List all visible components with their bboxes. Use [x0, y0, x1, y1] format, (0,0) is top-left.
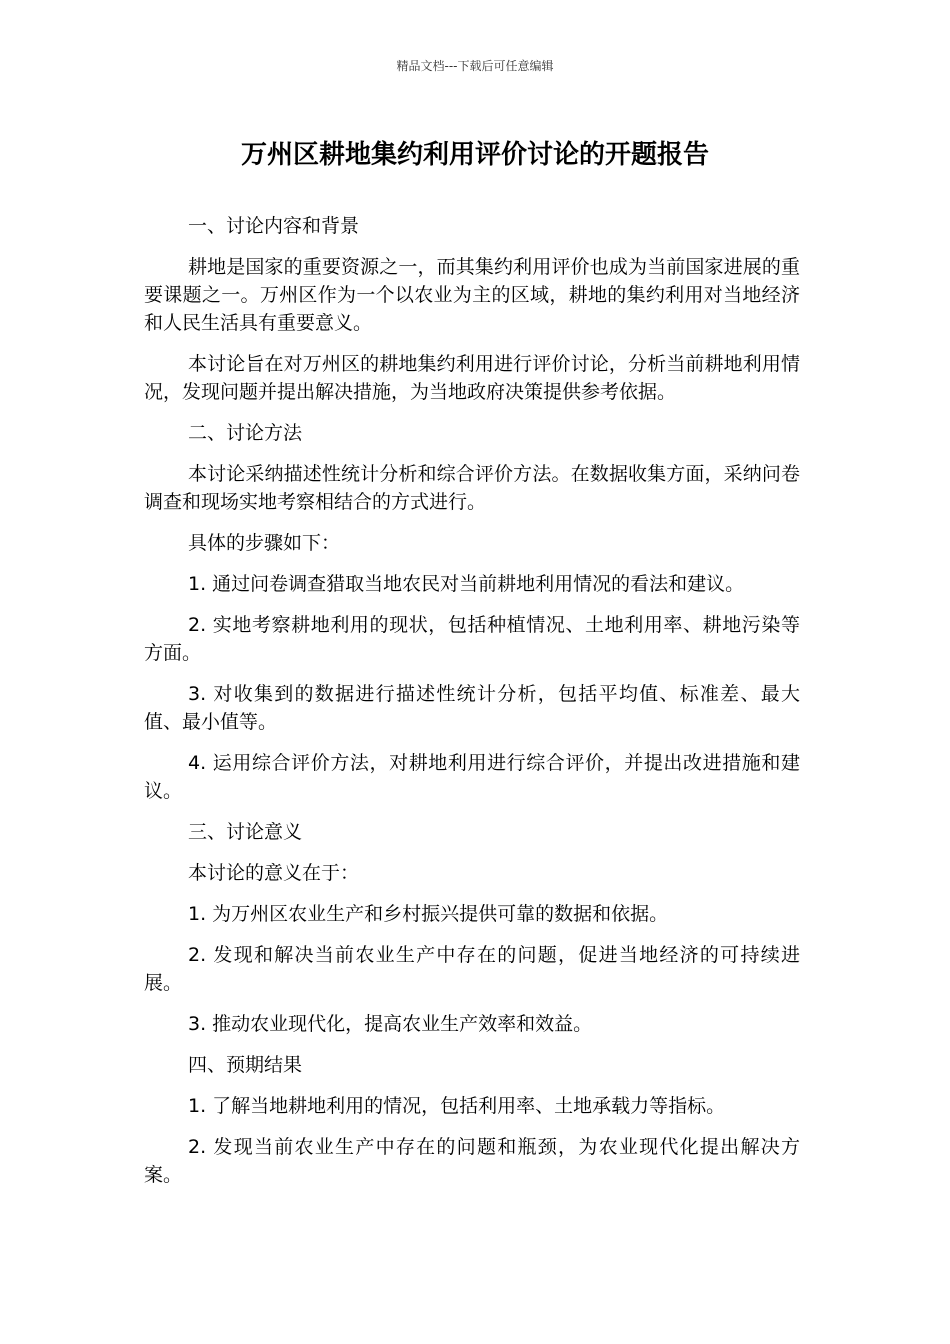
section-heading: 四、预期结果	[188, 1054, 303, 1076]
body-paragraph: 本讨论采纳描述性统计分析和综合评价方法。在数据收集方面，采纳问卷调查和现场实地考察相结合的方式进行。	[144, 463, 800, 513]
document-body	[144, 212, 800, 1202]
body-paragraph: 本讨论的意义在于：	[188, 862, 360, 884]
body-paragraph: 耕地是国家的重要资源之一，而其集约利用评价也成为当前国家进展的重要课题之一。万州区作为一个以农业为主的区域，耕地的集约利用对当地经济和人民生活具有重要意义。	[144, 256, 800, 334]
list-item: 2. 实地考察耕地利用的现状，包括种植情况、土地利用率、耕地污染等方面。	[144, 614, 800, 664]
list-item: 4. 运用综合评价方法，对耕地利用进行综合评价，并提出改进措施和建议。	[144, 752, 800, 802]
section-heading: 一、讨论内容和背景	[188, 215, 360, 237]
list-item: 1. 为万州区农业生产和乡村振兴提供可靠的数据和依据。	[188, 903, 669, 925]
list-item: 2. 发现和解决当前农业生产中存在的问题，促进当地经济的可持续进展。	[144, 944, 800, 994]
document-title: 万州区耕地集约利用评价讨论的开题报告	[240, 140, 709, 170]
body-paragraph: 具体的步骤如下：	[188, 532, 341, 554]
section-heading: 三、讨论意义	[188, 821, 303, 843]
list-item: 3. 推动农业现代化，提高农业生产效率和效益。	[188, 1013, 593, 1035]
section-heading: 二、讨论方法	[188, 422, 303, 444]
list-item: 3. 对收集到的数据进行描述性统计分析，包括平均值、标准差、最大值、最小值等。	[144, 683, 800, 733]
list-item: 1. 通过问卷调查猎取当地农民对当前耕地利用情况的看法和建议。	[188, 573, 745, 595]
list-item: 1. 了解当地耕地利用的情况，包括利用率、土地承载力等指标。	[188, 1095, 726, 1117]
header-note: 精品文档---下载后可任意编辑	[396, 59, 554, 73]
list-item: 2. 发现当前农业生产中存在的问题和瓶颈，为农业现代化提出解决方案。	[144, 1136, 800, 1186]
body-paragraph: 本讨论旨在对万州区的耕地集约利用进行评价讨论，分析当前耕地利用情况，发现问题并提出解决措施，为当地政府决策提供参考依据。	[144, 353, 800, 403]
